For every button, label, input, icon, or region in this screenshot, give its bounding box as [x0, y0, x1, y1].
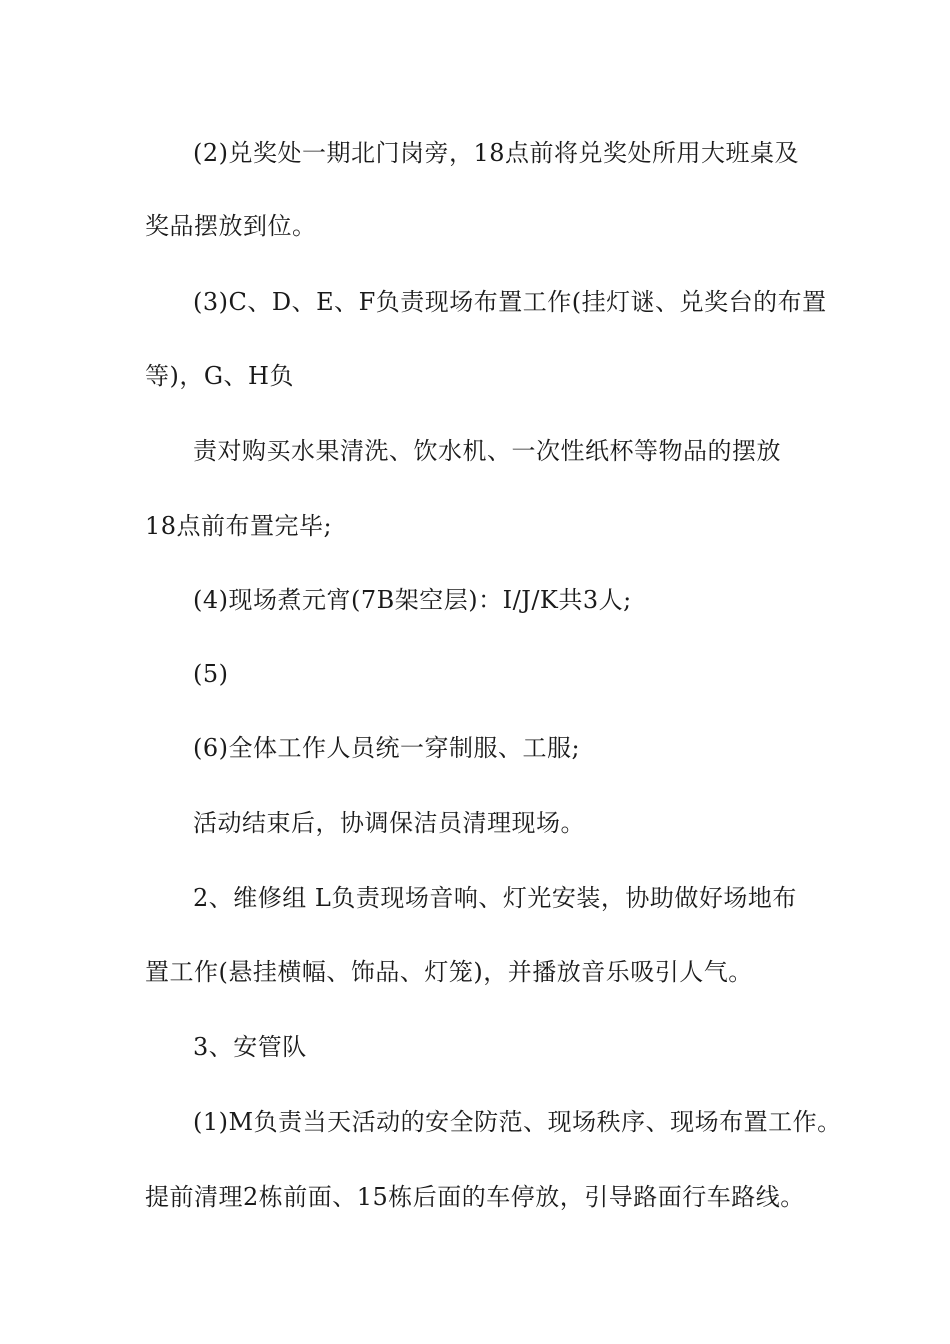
paragraph-line: 责对购买水果清洗、饮水机、一次性纸杯等物品的摆放	[193, 437, 781, 465]
paragraph-line: (3)C、D、E、F负责现场布置工作(挂灯谜、兑奖台的布置	[193, 288, 827, 316]
paragraph-line: 提前清理2栋前面、15栋后面的车停放，引导路面行车路线。	[145, 1183, 805, 1211]
paragraph-line: (1)M负责当天活动的安全防范、现场秩序、现场布置工作。	[193, 1108, 842, 1136]
paragraph-line: (2)兑奖处一期北门岗旁，18点前将兑奖处所用大班桌及	[193, 139, 800, 167]
paragraph-line: 置工作(悬挂横幅、饰品、灯笼)，并播放音乐吸引人气。	[145, 958, 753, 986]
paragraph-line: (4)现场煮元宵(7B架空层)：I/J/K共3人;	[193, 586, 632, 614]
paragraph-line: 18点前布置完毕;	[145, 512, 333, 540]
paragraph-line: (5)	[193, 660, 229, 688]
paragraph-line: 等)，G、H负	[145, 362, 294, 390]
paragraph-line: (6)全体工作人员统一穿制服、工服;	[193, 734, 581, 762]
paragraph-line: 奖品摆放到位。	[145, 212, 317, 240]
section-heading: 3、安管队	[193, 1033, 307, 1061]
paragraph-line: 2、维修组 L负责现场音响、灯光安装，协助做好场地布	[193, 884, 797, 912]
paragraph-line: 活动结束后，协调保洁员清理现场。	[193, 809, 585, 837]
